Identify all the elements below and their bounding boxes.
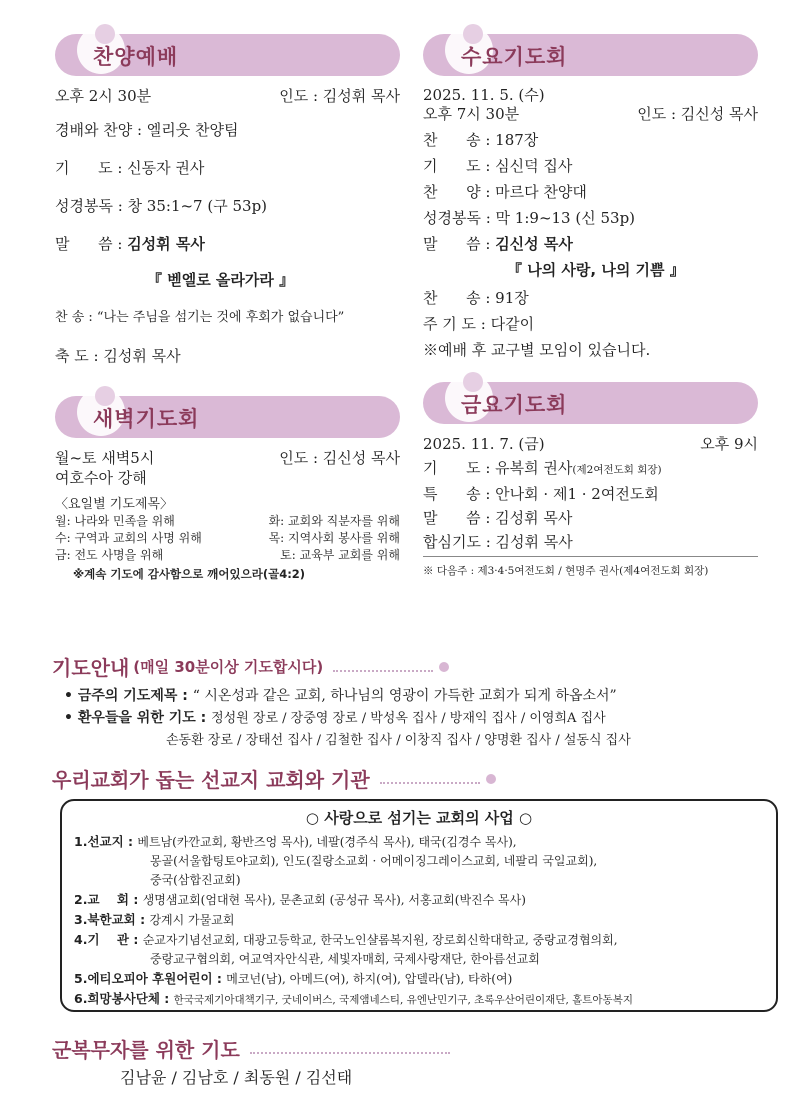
section-header-wednesday-prayer bbox=[423, 34, 758, 76]
topic-row bbox=[55, 513, 400, 530]
wed-notice: ※예배 후 교구별 모임이 있습니다. bbox=[423, 341, 651, 359]
section-title: 금요기도회 bbox=[461, 393, 568, 417]
patients-names-2: 손동환 장로 / 장태선 집사 / 김철한 집사 / 이창직 집사 / 양명환 집사 / 설동식 집사 bbox=[166, 733, 631, 748]
dawn-text: 여호수아 강해 bbox=[55, 469, 147, 487]
wed-lords-prayer: 주 기 도 : 다같이 bbox=[423, 315, 535, 333]
dot-end-icon bbox=[486, 774, 496, 784]
topics-title: 〈요일별 기도제목〉 bbox=[55, 497, 174, 512]
military-title: 군복무자를 위한 기도 bbox=[52, 1038, 240, 1062]
wed-hymn2: 찬 송 : 91장 bbox=[423, 289, 529, 307]
wed-choir: 찬 양 : 마르다 찬양대 bbox=[423, 183, 587, 201]
weekly-topic-text: “ 시온성과 같은 교회, 하나님의 영광이 가득한 교회가 되게 하옵소서” bbox=[192, 688, 617, 704]
topic-right: 화: 교회와 직분자를 위해 bbox=[268, 514, 400, 528]
item-label: 6.희망봉사단체 : bbox=[74, 991, 174, 1006]
fri-time: 오후 9시 bbox=[700, 435, 758, 453]
topic-left: 수: 구역과 교회의 사명 위해 bbox=[55, 531, 202, 545]
service-leader: 인도 : 김성휘 목사 bbox=[279, 87, 400, 105]
item-label: 1.선교지 : bbox=[74, 834, 138, 849]
mission-item bbox=[74, 910, 764, 930]
sermon-label: 말 씀 : bbox=[423, 235, 496, 253]
missions-box-title: ○ 사랑으로 섬기는 교회의 사업 ○ bbox=[305, 809, 533, 827]
dotted-divider bbox=[380, 774, 480, 784]
patients-label: • 환우들을 위한 기도 : bbox=[64, 710, 212, 726]
right-column bbox=[423, 34, 758, 581]
mission-item bbox=[74, 989, 764, 1010]
sermon-title: 『 벧엘로 올라가라 』 bbox=[147, 271, 295, 289]
fri-prayer-note: (제2여전도회 회장) bbox=[572, 464, 662, 476]
wed-time: 오후 7시 30분 bbox=[423, 105, 520, 123]
item-label: 4.기 관 : bbox=[74, 932, 143, 947]
section-header-dawn-prayer bbox=[55, 396, 400, 438]
sermon-line bbox=[55, 234, 400, 254]
prayer-guide-subtitle: (매일 30분이상 기도합시다) bbox=[133, 658, 324, 676]
wed-prayer: 기 도 : 심신덕 집사 bbox=[423, 157, 573, 175]
prayer-guide-body bbox=[64, 685, 784, 752]
dotted-divider bbox=[333, 662, 433, 672]
item-text: 메코넌(남), 아메드(여), 하지(여), 압델라(남), 타하(여) bbox=[226, 972, 513, 986]
sermon-speaker: 김성휘 목사 bbox=[127, 235, 205, 253]
item-label: 2.교 회 : bbox=[74, 892, 143, 907]
item-text: 중랑교구협의회, 여교역자안식관, 세빛자매회, 국제사랑재단, 한아름선교회 bbox=[150, 952, 540, 966]
fri-date: 2025. 11. 7. (금) bbox=[423, 435, 545, 453]
dotted-divider bbox=[250, 1044, 450, 1054]
item-text: 한국국제기아대책기구, 굿네이버스, 국제앰네스티, 유엔난민기구, 초록우산어린이재단, 홀트아동복지 bbox=[173, 994, 633, 1006]
section-title: 새벽기도회 bbox=[93, 407, 200, 431]
section-title: 수요기도회 bbox=[461, 45, 568, 69]
worship-line: 경배와 찬양 : 엘리웃 찬양팀 bbox=[55, 121, 239, 139]
mission-item bbox=[74, 832, 764, 852]
item-text: 생명샘교회(엄대현 목사), 문촌교회 (공성규 목사), 서홍교회(박진수 목사) bbox=[142, 893, 526, 907]
mission-item bbox=[74, 969, 764, 989]
prayer-guide-title: 기도안내 bbox=[52, 656, 130, 680]
topic-row bbox=[55, 547, 400, 564]
verse-note: ※계속 기도에 감사함으로 깨어있으라(골4:2) bbox=[73, 567, 306, 581]
item-label: 3.북한교회 : bbox=[74, 912, 150, 927]
wed-sermon-title: 『 나의 사랑, 나의 기쁨 』 bbox=[507, 261, 685, 279]
wed-date: 2025. 11. 5. (수) bbox=[423, 86, 545, 104]
sermon-speaker: 김신성 목사 bbox=[495, 235, 573, 253]
item-text: 중국(삼합진교회) bbox=[150, 873, 241, 887]
fri-sermon: 말 씀 : 김성휘 목사 bbox=[423, 509, 573, 527]
fri-prayer-line bbox=[423, 458, 758, 480]
section-header-friday-prayer bbox=[423, 382, 758, 424]
fri-next-week: ※ 다음주 : 제3·4·5여전도회 / 현명주 권사(제4여전도회 회장) bbox=[423, 565, 709, 577]
service-time-row bbox=[55, 86, 400, 106]
missions-title: 우리교회가 돕는 선교지 교회와 기관 bbox=[52, 768, 370, 792]
left-column bbox=[55, 34, 400, 584]
mission-item bbox=[74, 930, 764, 950]
topic-right: 토: 교육부 교회를 위해 bbox=[280, 548, 400, 562]
topic-right: 목: 지역사회 봉사를 위해 bbox=[268, 531, 400, 545]
sermon-label: 말 씀 : bbox=[55, 235, 128, 253]
missions-header bbox=[52, 764, 496, 793]
section-title: 찬양예배 bbox=[93, 45, 179, 69]
wed-hymn1: 찬 송 : 187장 bbox=[423, 131, 539, 149]
fri-date-row bbox=[423, 434, 758, 454]
hymn-line: 찬 송 : “나는 주님을 섬기는 것에 후회가 없습니다” bbox=[55, 310, 345, 325]
fri-prayer: 기 도 : 유복희 권사 bbox=[423, 459, 573, 477]
fri-unison: 합심기도 : 김성휘 목사 bbox=[423, 532, 758, 557]
item-label: 5.에티오피아 후원어린이 : bbox=[74, 971, 227, 986]
item-text: 몽골(서울합팅토야교회), 인도(질랑소교회 · 어메이징그레이스교회, 네팔리 국일교회), bbox=[150, 854, 598, 868]
patients-line bbox=[64, 707, 784, 730]
patients-names-1: 정성원 장로 / 장중영 장로 / 박성옥 집사 / 방재익 집사 / 이영희A 집사 bbox=[211, 711, 606, 726]
military-header bbox=[52, 1034, 456, 1063]
dawn-leader: 인도 : 김신성 목사 bbox=[279, 449, 400, 467]
topic-row bbox=[55, 530, 400, 547]
missions-box bbox=[60, 799, 778, 1012]
prayer-line: 기 도 : 신동자 권사 bbox=[55, 159, 205, 177]
fri-special: 특 송 : 안나회 · 제1 · 2여전도회 bbox=[423, 485, 659, 503]
dawn-time: 월~토 새벽5시 bbox=[55, 449, 155, 467]
prayer-guide-header bbox=[52, 652, 449, 681]
item-text: 강계시 가물교회 bbox=[149, 913, 235, 927]
wed-sermon-line bbox=[423, 234, 758, 254]
mission-item bbox=[74, 890, 764, 910]
weekly-topic-line bbox=[64, 685, 784, 707]
wed-time-row bbox=[423, 104, 758, 124]
wed-reading: 성경봉독 : 막 1:9~13 (신 53p) bbox=[423, 209, 636, 227]
dot-end-icon bbox=[439, 662, 449, 672]
wed-leader: 인도 : 김신성 목사 bbox=[637, 105, 758, 123]
topic-left: 월: 나라와 민족을 위해 bbox=[55, 514, 175, 528]
topic-left: 금: 전도 사명을 위해 bbox=[55, 548, 164, 562]
weekly-topic-label: • 금주의 기도제목 : bbox=[64, 688, 193, 704]
item-text: 베트남(카깐교회, 황반즈엉 목사), 네팔(경주식 목사), 태국(김경수 목사), bbox=[137, 835, 517, 849]
reading-line: 성경봉독 : 창 35:1~7 (구 53p) bbox=[55, 197, 268, 215]
dawn-time-row bbox=[55, 448, 400, 468]
military-names: 김남윤 / 김남호 / 최동원 / 김선태 bbox=[120, 1068, 353, 1087]
section-header-praise-service bbox=[55, 34, 400, 76]
item-text: 순교자기념선교회, 대광고등학교, 한국노인샬롬복지원, 장로회신학대학교, 중랑교경협의회, bbox=[142, 933, 618, 947]
benediction-line: 축 도 : 김성휘 목사 bbox=[55, 347, 181, 365]
service-time: 오후 2시 30분 bbox=[55, 87, 152, 105]
